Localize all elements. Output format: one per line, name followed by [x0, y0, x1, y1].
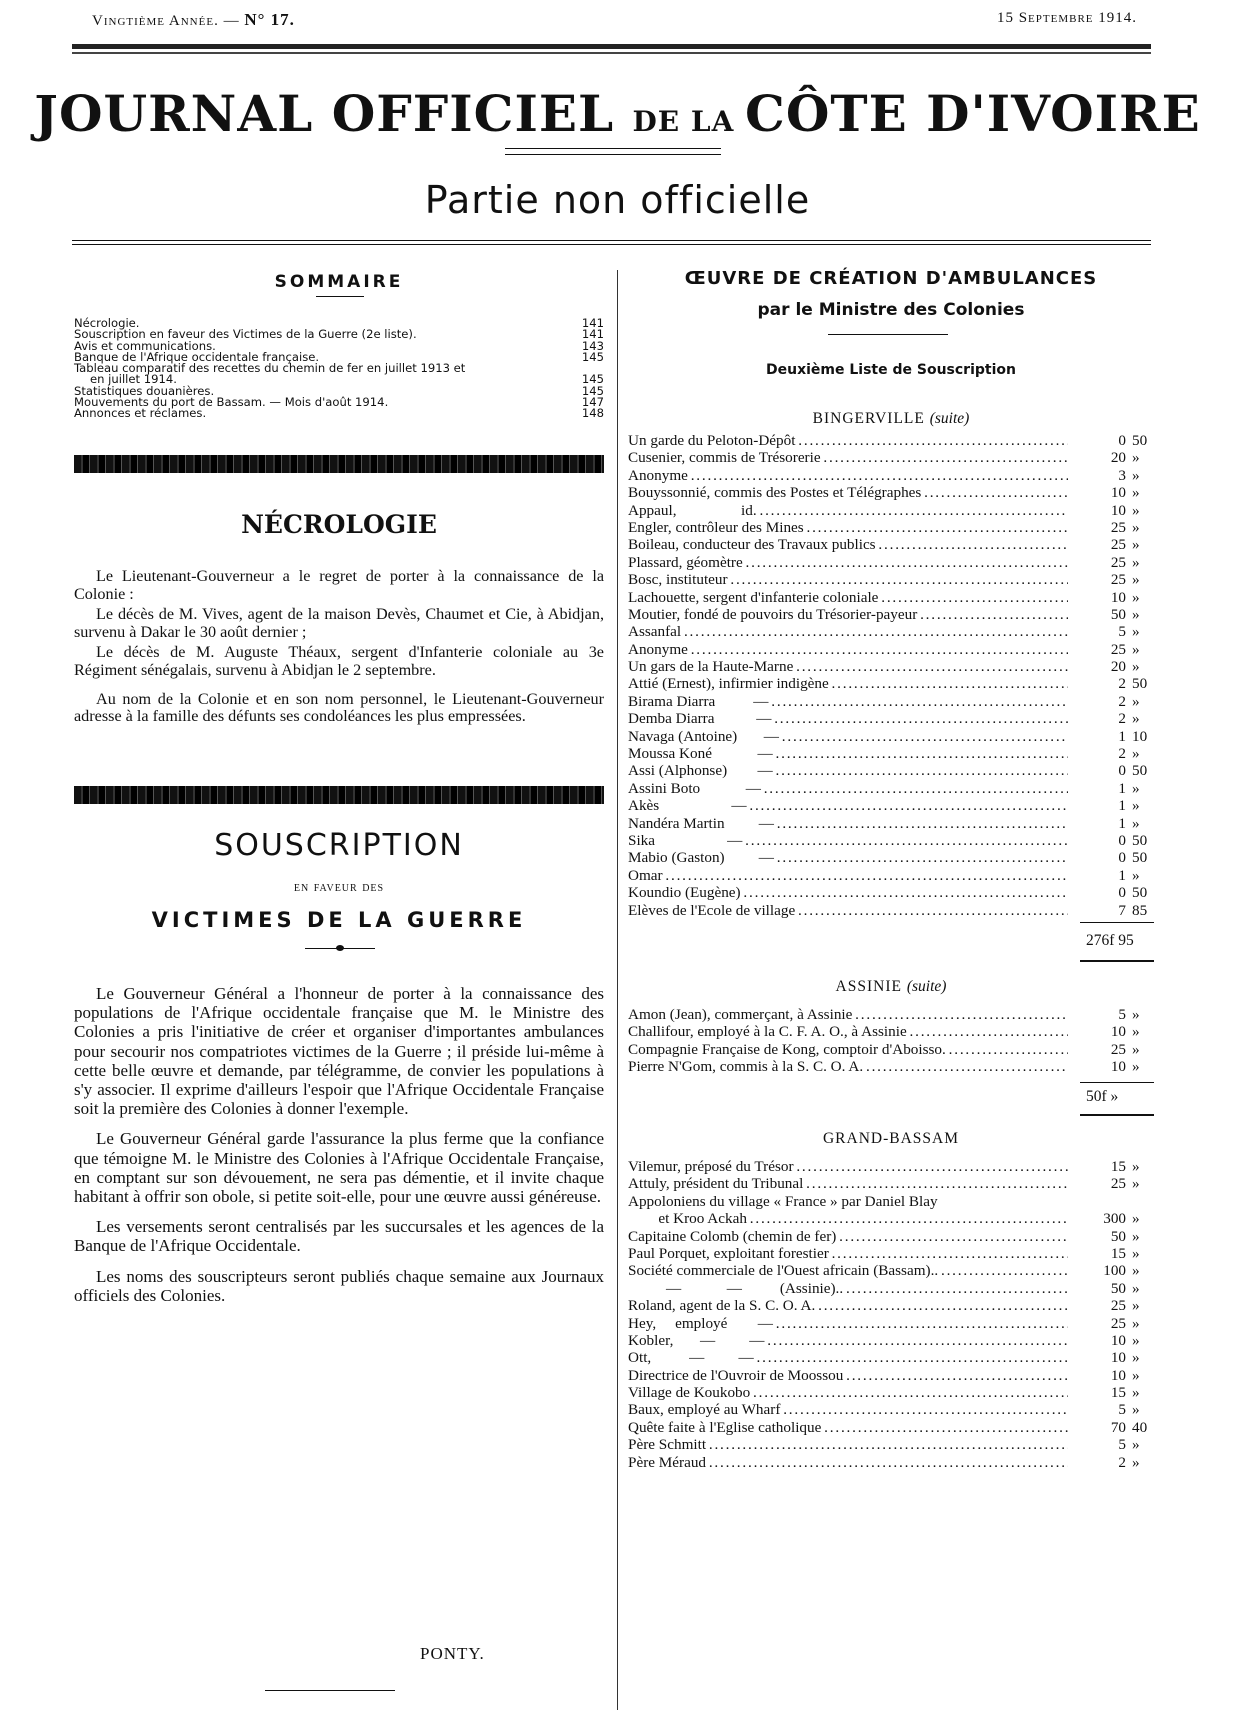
- amount-centimes: 50: [1132, 762, 1148, 780]
- list-item: [628, 449, 1154, 466]
- list-item: [628, 693, 1154, 710]
- header-band: [72, 44, 1151, 49]
- amount-centimes: »: [1132, 449, 1140, 467]
- subscriber-name: Assanfal . . .: [628, 623, 1068, 640]
- subscriber-name: Attuly, président du Tribunal . . .: [628, 1175, 1068, 1192]
- subscriber-name: Anonyme . . .: [628, 467, 1068, 484]
- subscriber-name: Compagnie Française de Kong, comptoir d'Aboisso. . . .: [628, 1041, 1068, 1058]
- toc-item[interactable]: Tableau comparatif des recettes du chemin de fer en juillet 1913 et: [74, 361, 466, 376]
- divider: [265, 1690, 395, 1691]
- subscriber-name: Attié (Ernest), infirmier indigène . . .: [628, 675, 1068, 692]
- oeuvre-title: ŒUVRE DE CRÉATION D'AMBULANCES: [684, 268, 1098, 289]
- amount-francs: 0: [1118, 884, 1126, 902]
- amount-centimes: »: [1132, 1023, 1140, 1041]
- amount-centimes: »: [1132, 1262, 1140, 1280]
- section-heading-grand-bassam: GRAND-BASSAM: [822, 1130, 960, 1147]
- list-item: [628, 1158, 1154, 1175]
- amount-francs: 10: [1110, 1349, 1126, 1367]
- subscriber-name: Assini Boto — . . .: [628, 780, 1068, 797]
- amount-francs: 25: [1110, 553, 1126, 571]
- list-item: [628, 1228, 1154, 1245]
- subscriber-name: Un garde du Peloton-Dépôt . . .: [628, 432, 1068, 449]
- subscriber-name: Capitaine Colomb (chemin de fer) . . .: [628, 1228, 1068, 1245]
- list-item: [628, 1280, 1154, 1297]
- amount-centimes: »: [1132, 623, 1140, 641]
- amount-francs: 5: [1118, 623, 1126, 641]
- necrologie-text: Le Lieutenant-Gouverneur a le regret de porter à la connaissance de la Colonie : Le décès de M. Vives, agent de la maison Devès, Chaumet et Cie, à Abidjan, survenu à Dakar le 30 août dernier ; Le décès de M. Auguste Théaux, sergent d'Infanterie coloniale au 3e Régiment sénégalais, survenu à Abidjan le 2 septembre. Au nom de la Colonie et en son nom personnel, le Lieutenant-Gouverneur adresse à la famille des défunts ses condoléances les plus empressées.: [74, 567, 604, 726]
- amount-centimes: »: [1132, 1384, 1140, 1402]
- amount-centimes: »: [1132, 797, 1140, 815]
- page-header: [92, 10, 1137, 30]
- amount-centimes: 50: [1132, 831, 1148, 849]
- amount-centimes: »: [1132, 1175, 1140, 1193]
- subscriber-name: Un gars de la Haute-Marne . . .: [628, 658, 1068, 675]
- list-item: [628, 484, 1154, 501]
- list-item: [628, 728, 1154, 745]
- section-heading-bingerville: BINGERVILLE (suite): [812, 410, 970, 427]
- list-item: [628, 641, 1154, 658]
- amount-centimes: »: [1132, 501, 1140, 519]
- subscriber-name: Société commerciale de l'Ouest africain (Bassam).. . . .: [628, 1262, 1068, 1279]
- total-rule: [1080, 1082, 1154, 1083]
- amount-francs: 10: [1110, 588, 1126, 606]
- toc-item[interactable]: Mouvements du port de Bassam. — Mois d'août 1914. 147: [74, 395, 604, 410]
- list-item: [628, 1023, 1154, 1040]
- list-item: [628, 867, 1154, 884]
- subscriber-name: Amon (Jean), commerçant, à Assinie . . .: [628, 1006, 1068, 1023]
- amount-francs: 0: [1118, 432, 1126, 449]
- list-item: [628, 1436, 1154, 1453]
- list-item: [628, 554, 1154, 571]
- list-item: [628, 1058, 1154, 1075]
- toc-item[interactable]: Statistiques douanières. 145: [74, 383, 604, 398]
- subscriber-name: — — (Assinie).. . . .: [628, 1280, 1068, 1297]
- amount-francs: 3: [1118, 466, 1126, 484]
- subscriber-name: Père Méraud . . .: [628, 1454, 1068, 1471]
- subscriber-name: Akès — . . .: [628, 797, 1068, 814]
- list-item: [628, 675, 1154, 692]
- amount-francs: 100: [1103, 1262, 1126, 1280]
- subscriber-name: Koundio (Eugène) . . .: [628, 884, 1068, 901]
- subscriber-name: Elèves de l'Ecole de village . . .: [628, 902, 1068, 919]
- amount-francs: 5: [1118, 1401, 1126, 1419]
- subscriber-name: Appaul, id. . . .: [628, 502, 1068, 519]
- amount-centimes: »: [1132, 1244, 1140, 1262]
- table-of-contents: [74, 318, 604, 420]
- amount-francs: 15: [1110, 1158, 1126, 1175]
- total-rule: [1080, 922, 1154, 923]
- subscriber-name: Appoloniens du village « France » par Daniel Blay: [628, 1192, 938, 1210]
- amount-francs: 300: [1103, 1210, 1126, 1228]
- list-item: [628, 519, 1154, 536]
- souscription-subtitle-2: VICTIMES DE LA GUERRE: [151, 908, 527, 932]
- list-item: [628, 467, 1154, 484]
- issue-date: 15 Septembre 1914.: [996, 10, 1137, 26]
- list-item: [628, 1193, 1154, 1210]
- ornament-icon: [336, 945, 344, 951]
- subscriber-name: Mabio (Gaston) — . . .: [628, 849, 1068, 866]
- subscriber-name: Moussa Koné — . . .: [628, 745, 1068, 762]
- subscriber-name: Ott, — — . . .: [628, 1349, 1068, 1366]
- list-item: [628, 1384, 1154, 1401]
- souscription-title: SOUSCRIPTION: [214, 828, 464, 863]
- amount-francs: 1: [1118, 727, 1126, 745]
- amount-centimes: 50: [1132, 849, 1148, 867]
- amount-centimes: »: [1132, 1006, 1140, 1023]
- oeuvre-subtitle: par le Ministre des Colonies: [757, 300, 1025, 320]
- amount-francs: 15: [1110, 1244, 1126, 1262]
- toc-item[interactable]: Avis et communications. 143: [74, 338, 604, 353]
- subscriber-name: Bosc, instituteur . . .: [628, 571, 1068, 588]
- ornament-bar: [74, 455, 604, 473]
- list-item: [628, 1006, 1154, 1023]
- amount-francs: 1: [1118, 797, 1126, 815]
- amount-francs: 2: [1118, 675, 1126, 693]
- list-item: [628, 780, 1154, 797]
- subscriber-name: Vilemur, préposé du Trésor . . .: [628, 1158, 1068, 1175]
- amount-centimes: »: [1132, 1158, 1140, 1175]
- amount-centimes: »: [1132, 1453, 1140, 1471]
- amount-francs: 25: [1110, 640, 1126, 658]
- amount-francs: 50: [1110, 1227, 1126, 1245]
- subscriber-name: Sika — . . .: [628, 832, 1068, 849]
- divider: [316, 296, 364, 297]
- list-item: [628, 797, 1154, 814]
- list-item: [628, 1315, 1154, 1332]
- amount-centimes: »: [1132, 518, 1140, 536]
- amount-centimes: »: [1132, 553, 1140, 571]
- amount-centimes: »: [1132, 1349, 1140, 1367]
- subscriber-name: Navaga (Antoine) — . . .: [628, 728, 1068, 745]
- subscriber-name: Lachouette, sergent d'infanterie coloniale . . .: [628, 589, 1068, 606]
- section-heading-assinie: ASSINIE (suite): [835, 978, 947, 995]
- subscriber-name: et Kroo Ackah . . .: [628, 1210, 1068, 1227]
- amount-centimes: »: [1132, 692, 1140, 710]
- amount-centimes: »: [1132, 588, 1140, 606]
- amount-francs: 10: [1110, 1058, 1126, 1076]
- list-item: [628, 884, 1154, 901]
- souscription-subtitle: en faveur des: [293, 880, 385, 895]
- amount-centimes: »: [1132, 605, 1140, 623]
- sommaire-title: SOMMAIRE: [274, 272, 404, 292]
- total-rule: [1080, 1114, 1154, 1116]
- subscriber-name: Birama Diarra — . . .: [628, 693, 1068, 710]
- amount-centimes: »: [1132, 1058, 1140, 1076]
- amount-francs: 20: [1110, 658, 1126, 676]
- toc-item[interactable]: Banque de l'Afrique occidentale française. 145: [74, 349, 604, 364]
- list-item: [628, 658, 1154, 675]
- amount-centimes: »: [1132, 1279, 1140, 1297]
- amount-francs: 1: [1118, 866, 1126, 884]
- amount-francs: 25: [1110, 536, 1126, 554]
- amount-centimes: »: [1132, 640, 1140, 658]
- list-item: [628, 432, 1154, 449]
- amount-francs: 25: [1110, 1040, 1126, 1058]
- amount-centimes: »: [1132, 536, 1140, 554]
- section-title: Partie non officielle: [424, 178, 811, 222]
- subscriber-name: Omar . . .: [628, 867, 1068, 884]
- subscriber-name: Nandéra Martin — . . .: [628, 815, 1068, 832]
- masthead-rule: [505, 148, 721, 149]
- amount-francs: 25: [1110, 1314, 1126, 1332]
- amount-francs: 50: [1110, 1279, 1126, 1297]
- amount-francs: 10: [1110, 484, 1126, 502]
- subscriber-name: Demba Diarra — . . .: [628, 710, 1068, 727]
- subscriber-name: Cusenier, commis de Trésorerie . . .: [628, 449, 1068, 466]
- subscriber-name: Challifour, employé à la C. F. A. O., à Assinie . . .: [628, 1023, 1068, 1040]
- subscriber-name: Engler, contrôleur des Mines . . .: [628, 519, 1068, 536]
- list-item: [628, 1349, 1154, 1366]
- amount-centimes: »: [1132, 1436, 1140, 1454]
- amount-centimes: »: [1132, 466, 1140, 484]
- liste-title: Deuxième Liste de Souscription: [766, 362, 1016, 378]
- divider: [828, 334, 948, 335]
- amount-francs: 0: [1118, 849, 1126, 867]
- amount-centimes: 50: [1132, 432, 1148, 449]
- list-item: [628, 1210, 1154, 1227]
- amount-francs: 0: [1118, 762, 1126, 780]
- total-rule: [1080, 960, 1154, 962]
- signature: PONTY.: [420, 1644, 485, 1663]
- subscriber-name: Hey, employé — . . .: [628, 1315, 1068, 1332]
- list-item: [628, 1454, 1154, 1471]
- subscriber-name: Quête faite à l'Eglise catholique . . .: [628, 1419, 1068, 1436]
- amount-francs: 25: [1110, 518, 1126, 536]
- subscriber-name: Anonyme . . .: [628, 641, 1068, 658]
- issue-info: Vingtième Année. — N° 17.: [92, 10, 295, 29]
- amount-francs: 10: [1110, 1331, 1126, 1349]
- amount-francs: 25: [1110, 1297, 1126, 1315]
- amount-francs: 70: [1110, 1418, 1126, 1436]
- subscriber-name: Moutier, fondé de pouvoirs du Trésorier-payeur . . .: [628, 606, 1068, 623]
- total-assinie: 50f »: [1086, 1088, 1119, 1105]
- list-item: [628, 902, 1154, 919]
- amount-centimes: »: [1132, 745, 1140, 763]
- subscriber-name: Kobler, — — . . .: [628, 1332, 1068, 1349]
- subscriber-name: Assi (Alphonse) — . . .: [628, 762, 1068, 779]
- amount-centimes: »: [1132, 814, 1140, 832]
- toc-item[interactable]: Annonces et réclames. 148: [74, 406, 604, 421]
- total-bingerville: 276f 95: [1086, 932, 1134, 949]
- amount-centimes: 85: [1132, 901, 1148, 919]
- amount-francs: 2: [1118, 710, 1126, 728]
- ornament-bar: [74, 786, 604, 804]
- amount-francs: 10: [1110, 1366, 1126, 1384]
- column-separator: [617, 270, 618, 1710]
- list-item: [628, 1419, 1154, 1436]
- list-item: [628, 1262, 1154, 1279]
- subscriber-name: Baux, employé au Wharf . . .: [628, 1401, 1068, 1418]
- amount-centimes: 50: [1132, 884, 1148, 902]
- list-item: [628, 536, 1154, 553]
- amount-francs: 1: [1118, 814, 1126, 832]
- amount-centimes: 10: [1132, 727, 1148, 745]
- amount-centimes: »: [1132, 1331, 1140, 1349]
- amount-francs: 2: [1118, 1453, 1126, 1471]
- amount-centimes: »: [1132, 779, 1140, 797]
- list-item: [628, 1297, 1154, 1314]
- subscriber-name: Boileau, conducteur des Travaux publics . . .: [628, 536, 1068, 553]
- toc-item[interactable]: Nécrologie. 141: [74, 316, 604, 330]
- header-band-thin: [72, 52, 1151, 54]
- subscriber-name: Paul Porquet, exploitant forestier . . .: [628, 1245, 1068, 1262]
- amount-centimes: »: [1132, 1401, 1140, 1419]
- list-item: [628, 815, 1154, 832]
- amount-francs: 10: [1110, 1023, 1126, 1041]
- assinie-list: [628, 1006, 1154, 1076]
- amount-centimes: »: [1132, 571, 1140, 589]
- list-item: [628, 710, 1154, 727]
- toc-item[interactable]: en juillet 1914. 145: [90, 372, 604, 387]
- amount-centimes: »: [1132, 866, 1140, 884]
- amount-francs: 50: [1110, 605, 1126, 623]
- grand-bassam-list: [628, 1158, 1154, 1471]
- subscriber-name: Directrice de l'Ouvroir de Moossou . . .: [628, 1367, 1068, 1384]
- amount-centimes: »: [1132, 1040, 1140, 1058]
- list-item: [628, 623, 1154, 640]
- list-item: [628, 1401, 1154, 1418]
- amount-francs: 5: [1118, 1006, 1126, 1023]
- souscription-text: Le Gouverneur Général a l'honneur de porter à la connaissance des populations de l'Afrique occidentale française que M. le Ministre des Colonies a pris l'initiative de créer et organiser d'importantes ambulances pour secourir nos compatriotes victimes de la Guerre ; il préside lui-même à cette belle œuvre et demande, par télégramme, de convier les populations à s'y associer. Il exprime d'ailleurs l'espoir que l'Afrique Occidentale Française soit la première des Colonies à donner l'exemple. Le Gouverneur Général garde l'assurance la plus ferme que la confiance que témoigne M. le Ministre des Colonies à l'Afrique Occidentale Française, en comptant sur son dévouement, ne sera pas démentie, et il invite chaque habitant à offrir son obole, si petite soit-elle, pour une œuvre aussi généreuse. Les versements seront centralisés par les succursales et les agences de la Banque de l'Afrique Occidentale. Les noms des souscripteurs seront publiés chaque semaine aux Journaux officiels des Colonies.: [74, 984, 604, 1305]
- amount-francs: 2: [1118, 745, 1126, 763]
- subscriber-name: Bouyssonnié, commis des Postes et Télégraphes . . .: [628, 484, 1068, 501]
- list-item: [628, 1367, 1154, 1384]
- list-item: [628, 849, 1154, 866]
- amount-centimes: 50: [1132, 675, 1148, 693]
- amount-centimes: »: [1132, 484, 1140, 502]
- subscriber-name: Pierre N'Gom, commis à la S. C. O. A. . . .: [628, 1058, 1068, 1075]
- divider: [72, 240, 1151, 241]
- necrologie-title: NÉCROLOGIE: [241, 510, 437, 539]
- amount-francs: 15: [1110, 1384, 1126, 1402]
- list-item: [628, 745, 1154, 762]
- amount-centimes: 40: [1132, 1418, 1148, 1436]
- list-item: [628, 1041, 1154, 1058]
- toc-item[interactable]: Souscription en faveur des Victimes de la Guerre (2e liste). 141: [74, 327, 604, 342]
- amount-francs: 2: [1118, 692, 1126, 710]
- amount-centimes: »: [1132, 1314, 1140, 1332]
- amount-centimes: »: [1132, 1366, 1140, 1384]
- subscriber-name: Roland, agent de la S. C. O. A. . . .: [628, 1297, 1068, 1314]
- amount-centimes: »: [1132, 1210, 1140, 1228]
- list-item: [628, 571, 1154, 588]
- amount-francs: 25: [1110, 1175, 1126, 1193]
- subscriber-name: Village de Koukobo . . .: [628, 1384, 1068, 1401]
- amount-francs: 0: [1118, 831, 1126, 849]
- list-item: [628, 1245, 1154, 1262]
- list-item: [628, 832, 1154, 849]
- amount-francs: 5: [1118, 1436, 1126, 1454]
- amount-centimes: »: [1132, 658, 1140, 676]
- list-item: [628, 1332, 1154, 1349]
- masthead-title: JOURNAL OFFICIEL DE LA CÔTE D'IVOIRE: [34, 84, 1201, 143]
- amount-centimes: »: [1132, 1227, 1140, 1245]
- amount-francs: 1: [1118, 779, 1126, 797]
- amount-francs: 25: [1110, 571, 1126, 589]
- list-item: [628, 606, 1154, 623]
- subscriber-name: Père Schmitt . . .: [628, 1436, 1068, 1453]
- amount-francs: 7: [1118, 901, 1126, 919]
- amount-francs: 20: [1110, 449, 1126, 467]
- divider: [72, 244, 1151, 245]
- masthead-rule: [505, 154, 721, 155]
- amount-francs: 10: [1110, 501, 1126, 519]
- list-item: [628, 762, 1154, 779]
- bingerville-list: [628, 432, 1154, 919]
- amount-centimes: »: [1132, 710, 1140, 728]
- amount-centimes: »: [1132, 1297, 1140, 1315]
- list-item: [628, 502, 1154, 519]
- subscriber-name: Plassard, géomètre . . .: [628, 554, 1068, 571]
- list-item: [628, 589, 1154, 606]
- list-item: [628, 1175, 1154, 1192]
